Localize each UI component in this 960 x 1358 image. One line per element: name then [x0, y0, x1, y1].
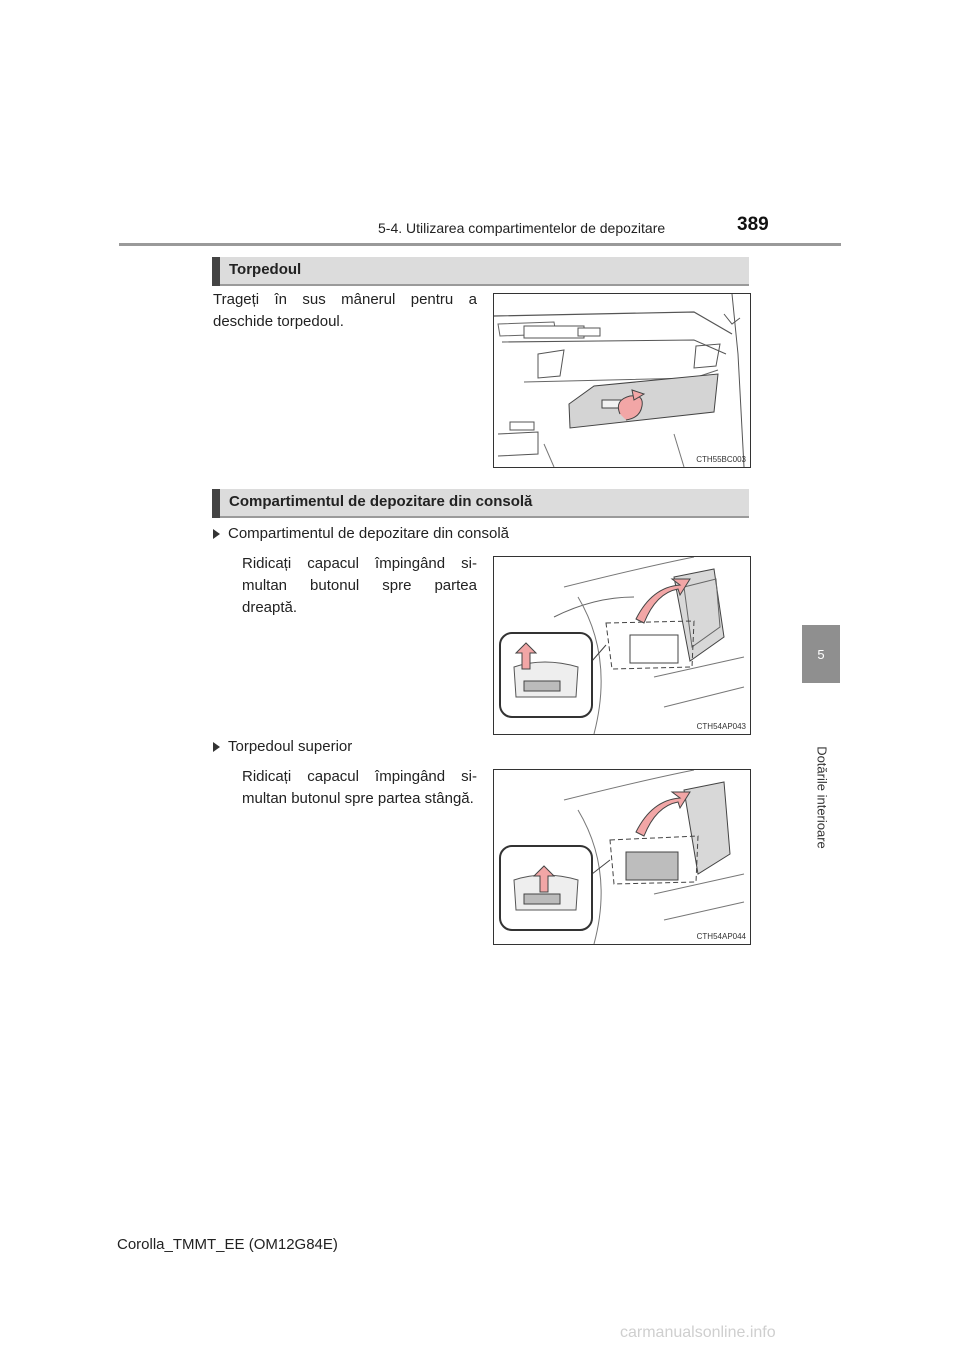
- section-title: Compartimentul de depozitare din consolă: [229, 493, 533, 510]
- chapter-number: 5: [817, 646, 825, 662]
- section-title: Torpedoul: [229, 261, 302, 278]
- figure-glovebox: [493, 293, 751, 468]
- figure-code: CTH55BC003: [696, 455, 746, 464]
- figure-upper-storage: [493, 769, 751, 945]
- console-illustration: [494, 557, 750, 734]
- glovebox-instruction: Trageți în sus mânerul pentru a deschide torpedoul.: [213, 291, 477, 330]
- bullet-item: [213, 525, 509, 542]
- section-header-torpedoul: [212, 257, 749, 286]
- bullet-label: Torpedoul superior: [228, 738, 353, 755]
- header-rule: [119, 243, 841, 246]
- triangle-bullet-icon: [213, 529, 220, 539]
- bullet-label: Compartimentul de depozitare din consolă: [228, 525, 509, 542]
- watermark: carmanualsonline.info: [620, 1324, 776, 1341]
- page-number: 389: [737, 214, 769, 235]
- chapter-tab: [802, 625, 840, 683]
- figure-code: CTH54AP044: [696, 932, 746, 941]
- header-section-title: 5-4. Utilizarea compartimentelor de depozitare: [378, 220, 666, 236]
- chapter-label: Dotările interioare: [814, 746, 830, 849]
- console-instruction: Ridicați capacul împingând si-multan butonul spre partea dreaptă.: [242, 555, 477, 616]
- figure-console-storage: [493, 556, 751, 735]
- section-bar: [212, 489, 220, 518]
- glovebox-illustration: [494, 294, 750, 467]
- bullet-item: [213, 738, 352, 755]
- upper-storage-illustration: [494, 770, 750, 944]
- section-bar: [212, 257, 220, 286]
- upper-storage-instruction: Ridicați capacul împingând si-multan butonul spre partea stângă.: [242, 768, 477, 807]
- footer-document-id: Corolla_TMMT_EE (OM12G84E): [117, 1236, 338, 1253]
- figure-code: CTH54AP043: [696, 722, 746, 731]
- section-header-console: [212, 489, 749, 518]
- triangle-bullet-icon: [213, 742, 220, 752]
